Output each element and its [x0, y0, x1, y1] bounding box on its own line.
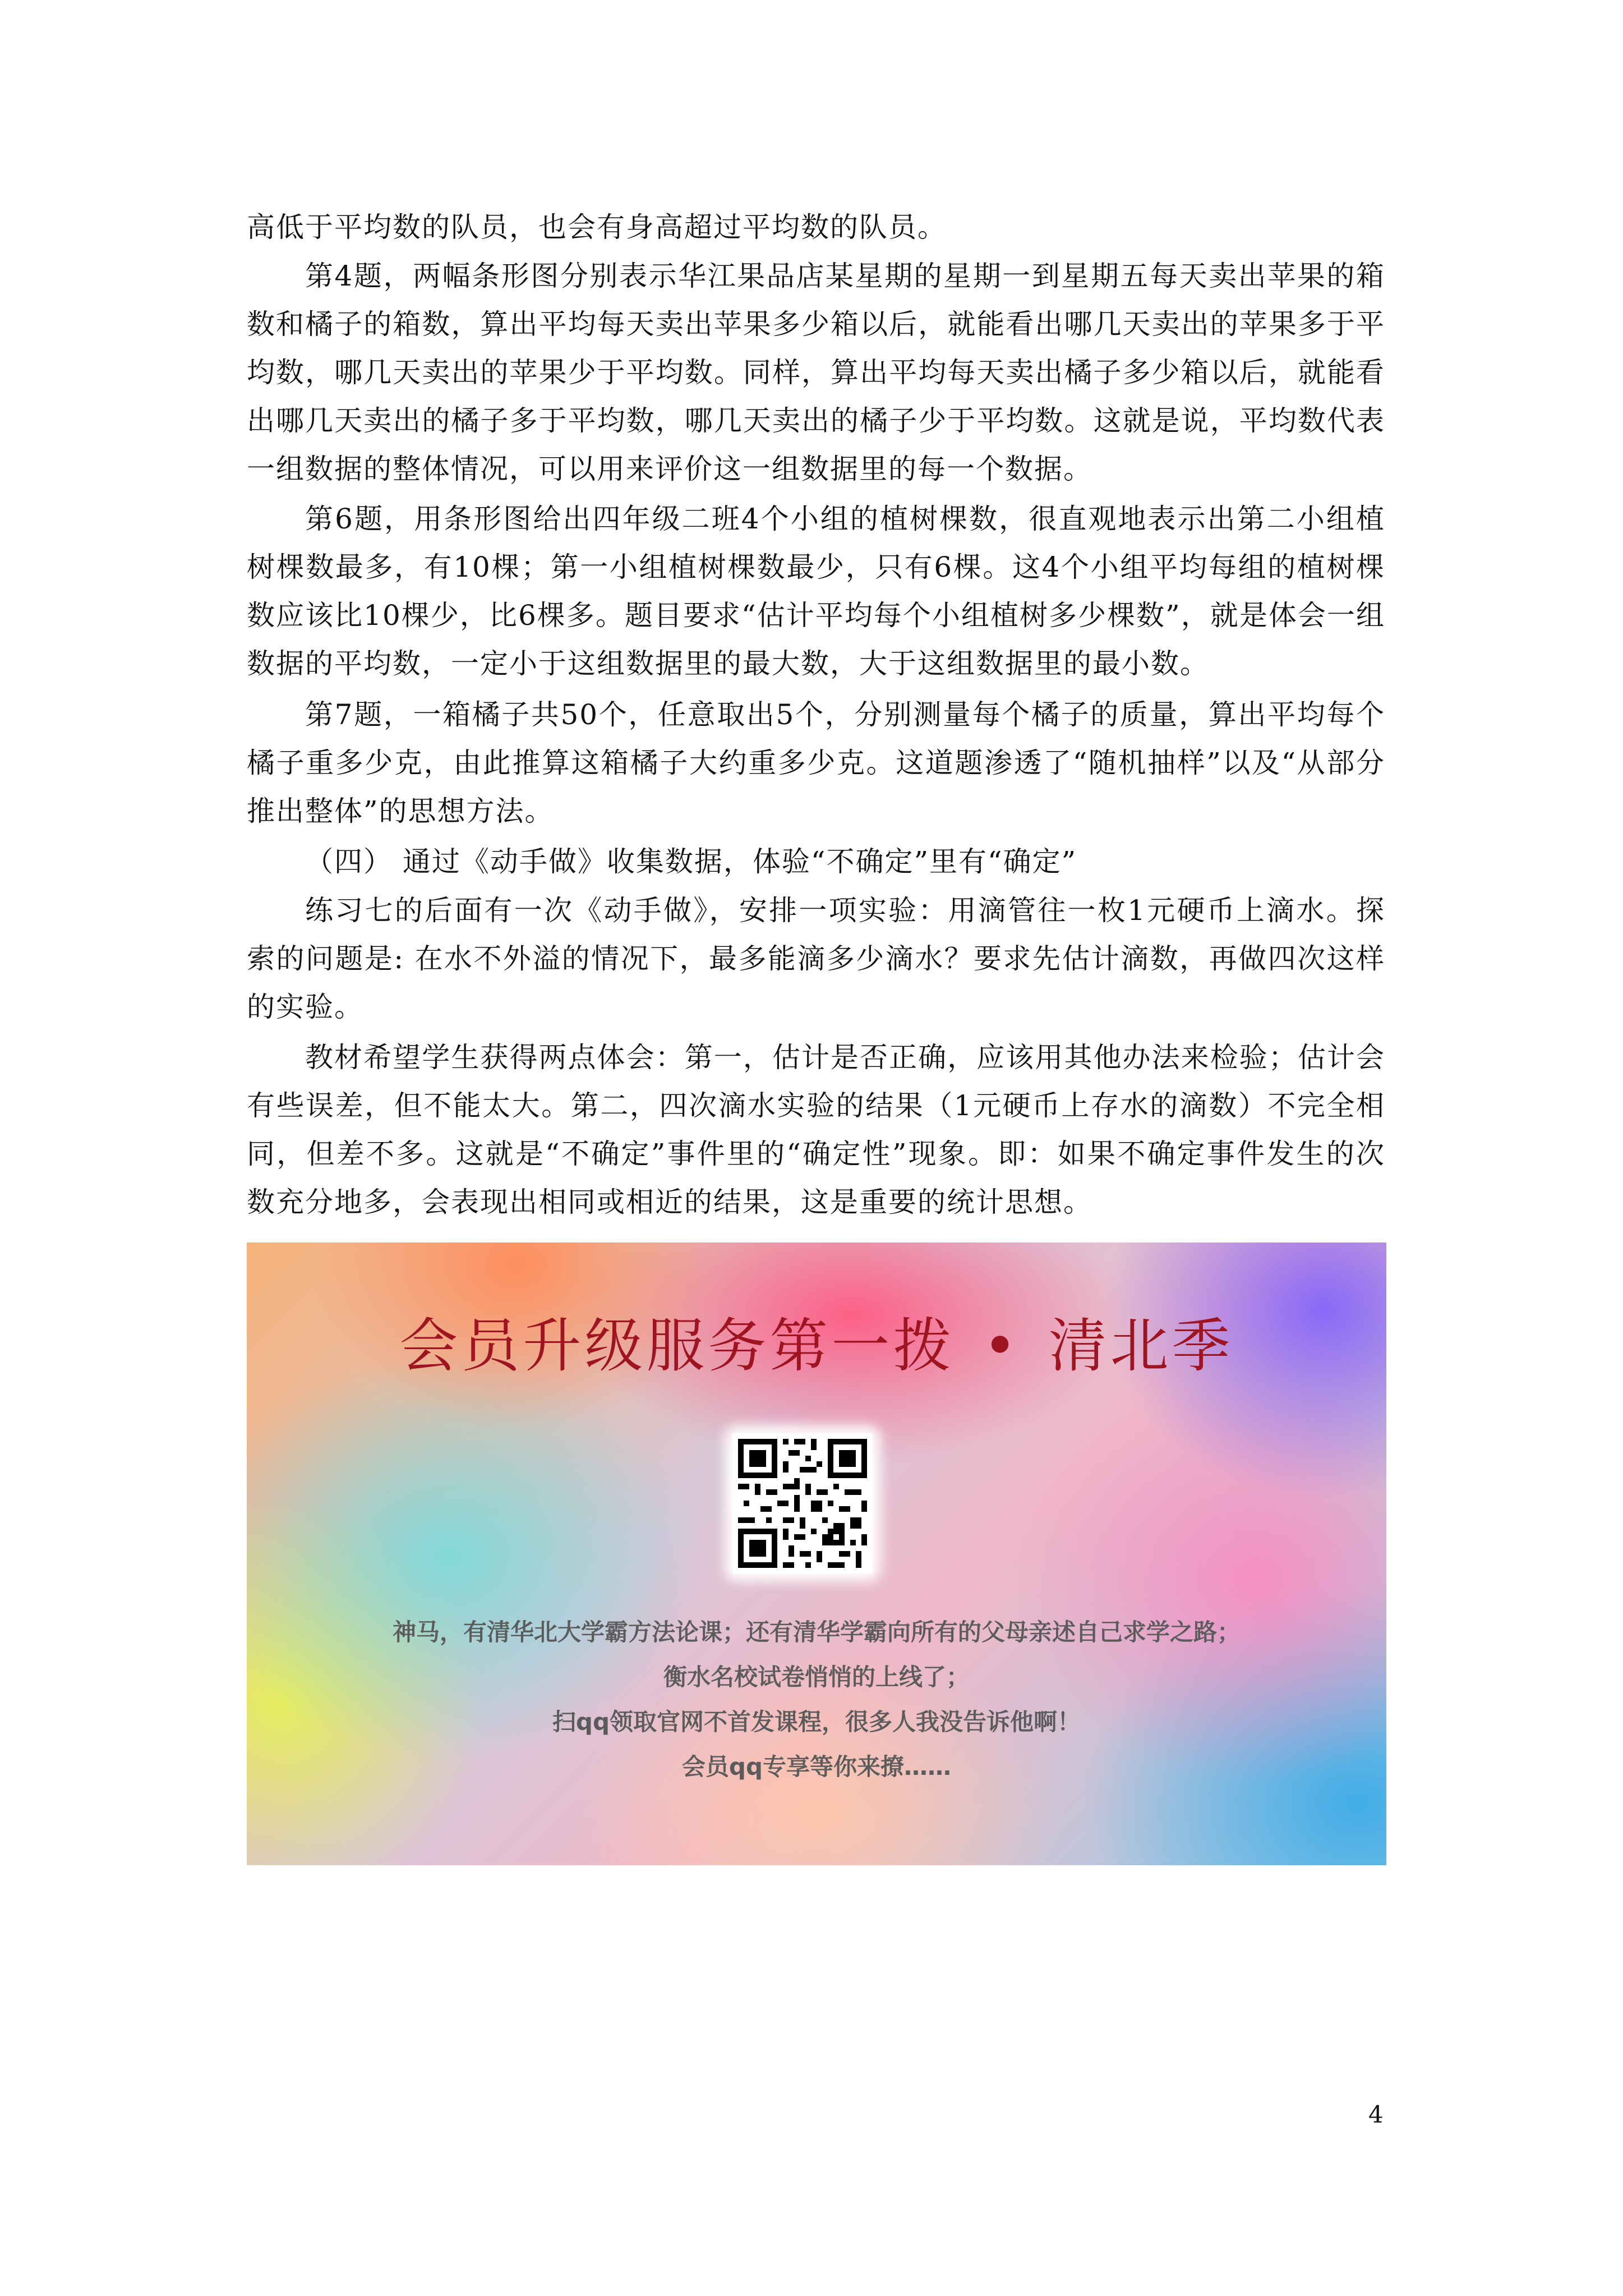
banner-line-4: 会员qq专享等你来撩……: [681, 1753, 952, 1780]
banner-line-2: 衡水名校试卷悄悄的上线了；: [663, 1663, 970, 1691]
paragraph-question-4: 第4题，两幅条形图分别表示华江果品店某星期的星期一到星期五每天卖出苹果的箱数和橘子的箱数，算出平均每天卖出苹果多少箱以后，就能看出哪几天卖出的苹果多于平均数，哪几天卖出的苹果少于平均数。同样，算出平均每天卖出橘子多少箱以后，就能看出哪几天卖出的橘子多于平均数，哪几天卖出的橘子少于平均数。这就是说，平均数代表一组数据的整体情况，可以用来评价这一组数据里的每一个数据。: [247, 260, 1385, 485]
promo-banner[interactable]: [247, 1243, 1386, 1865]
banner-line-3: 扫qq领取官网不首发课程，很多人我没告诉他啊！: [552, 1708, 1081, 1736]
banner-line-1: 神马，有清华北大学霸方法论课；还有清华学霸向所有的父母亲述自己求学之路；: [392, 1618, 1241, 1646]
paragraph-continuation: 高低于平均数的队员，也会有身高超过平均数的队员。: [247, 211, 947, 243]
paragraph-question-7: 第7题，一箱橘子共50个，任意取出5个，分别测量每个橘子的质量，算出平均每个橘子重多少克，由此推算这箱橘子大约重多少克。这道题渗透了“随机抽样”以及“从部分推出整体”的思想方法。: [247, 698, 1385, 827]
page-number: 4: [1368, 2101, 1384, 2128]
paragraph-conclusion: 教材希望学生获得两点体会：第一，估计是否正确，应该用其他办法来检验；估计会有些误差，但不能太大。第二，四次滴水实验的结果（1元硬币上存水的滴数）不完全相同，但差不多。这就是“不确定”事件里的“确定性”现象。即：如果不确定事件发生的次数充分地多，会表现出相同或相近的结果，这是重要的统计思想。: [247, 1041, 1385, 1218]
banner-title-dot: •: [983, 1312, 1021, 1380]
banner-title-right: 清北季: [1048, 1312, 1234, 1380]
banner-title-left: 会员升级服务第一拨: [399, 1312, 955, 1380]
section-heading-4: （四） 通过《动手做》收集数据，体验“不确定”里有“确定”: [305, 845, 1077, 878]
banner-title: [247, 1299, 1386, 1383]
qr-code-icon[interactable]: [732, 1433, 873, 1573]
paragraph-question-6: 第6题，用条形图给出四年级二班4个小组的植树棵数，很直观地表示出第二小组植树棵数最多，有10棵；第一小组植树棵数最少，只有6棵。这4个小组平均每组的植树棵数应该比10棵少，比6棵多。题目要求“估计平均每个小组植树多少棵数”，就是体会一组数据的平均数，一定小于这组数据里的最大数，大于这组数据里的最小数。: [247, 503, 1385, 680]
banner-text: [247, 1610, 1386, 1789]
paragraph-experiment: 练习七的后面有一次《动手做》，安排一项实验：用滴管往一枚1元硬币上滴水。探索的问题是: 在水不外溢的情况下，最多能滴多少滴水？要求先估计滴数，再做四次这样的实验。: [247, 894, 1385, 1023]
